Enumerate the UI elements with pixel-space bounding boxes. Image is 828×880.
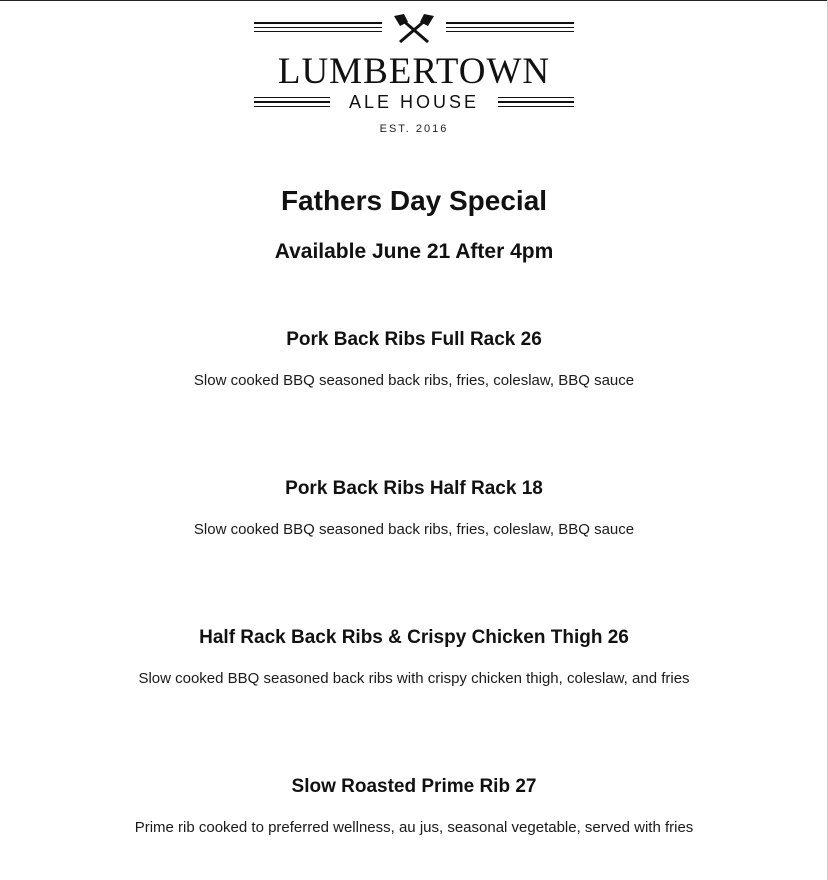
menu-item-name: Slow Roasted Prime Rib 27 <box>291 776 537 797</box>
menu-item-description: Slow cooked BBQ seasoned back ribs, fries, coleslaw, BBQ sauce <box>193 521 635 538</box>
menu-item-name: Half Rack Back Ribs & Crispy Chicken Thigh 26 <box>199 627 629 648</box>
availability-note: Available June 21 After 4pm <box>274 240 554 263</box>
lumbertown-logo <box>250 12 578 142</box>
logo-subtitle: ALE HOUSE <box>348 92 480 112</box>
logo-name: LUMBERTOWN <box>277 51 551 92</box>
page-top-border <box>0 0 828 1</box>
menu-item-name: Pork Back Ribs Half Rack 18 <box>285 478 543 499</box>
menu-item-name: Pork Back Ribs Full Rack 26 <box>286 329 542 350</box>
page-title: Fathers Day Special <box>280 185 548 216</box>
logo-established: EST. 2016 <box>379 123 449 135</box>
menu-item-description: Slow cooked BBQ seasoned back ribs with crispy chicken thigh, coleslaw, and fries <box>138 670 690 687</box>
menu-item-description: Slow cooked BBQ seasoned back ribs, fries, coleslaw, BBQ sauce <box>193 372 635 389</box>
menu-item-description: Prime rib cooked to preferred wellness, au jus, seasonal vegetable, served with fries <box>134 819 694 836</box>
crossed-axes-icon <box>394 14 434 42</box>
